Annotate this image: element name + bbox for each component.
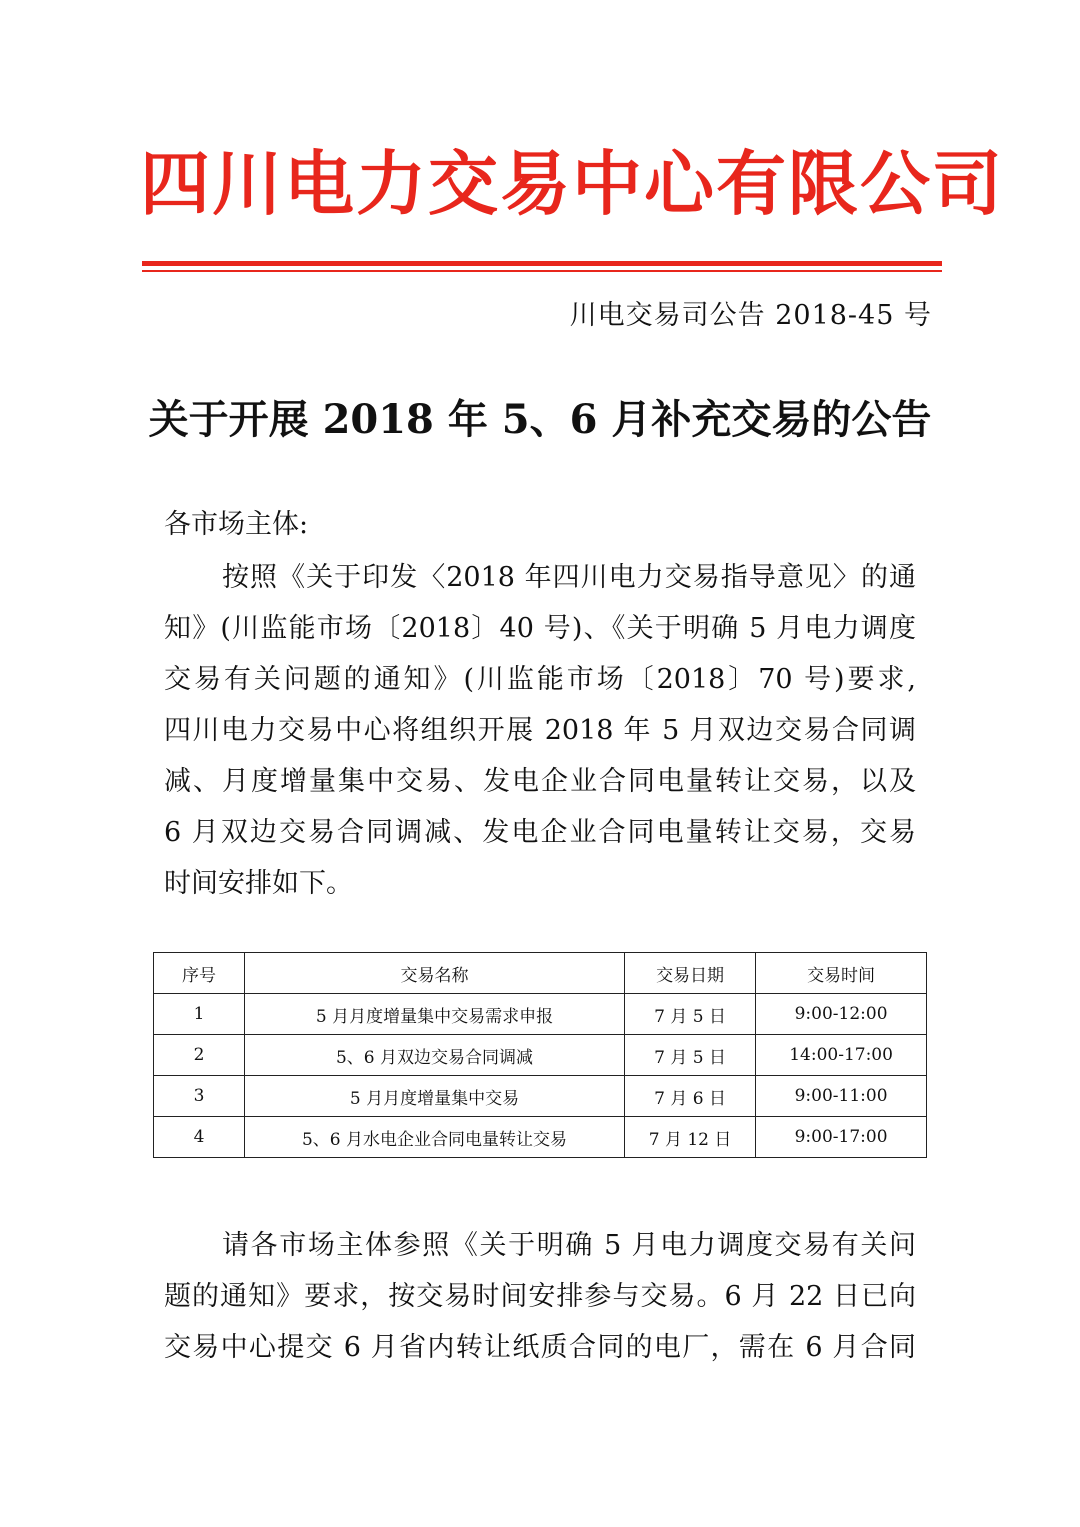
header-rule-thin: [142, 270, 942, 272]
paragraph1-line: 按照《关于印发〈2018 年四川电力交易指导意见〉的通: [222, 562, 916, 593]
cell-number: 3: [154, 1076, 245, 1117]
header-cell-date: 交易日期: [624, 953, 755, 994]
table-header-row: [154, 953, 927, 994]
header-cell-number: 序号: [154, 953, 245, 994]
cell-time: 9:00-17:00: [756, 1117, 927, 1158]
cell-number: 2: [154, 1035, 245, 1076]
company-masthead: 四川电力交易中心有限公司: [140, 143, 1004, 225]
table-row: [154, 1076, 927, 1117]
cell-date: 7 月 6 日: [624, 1076, 755, 1117]
salutation: 各市场主体:: [164, 509, 309, 540]
paragraph1-line: 减、月度增量集中交易、发电企业合同电量转让交易，以及: [164, 766, 916, 797]
paragraph1-line: 知》(川监能市场〔2018〕40 号)、《关于明确 5 月电力调度: [164, 613, 916, 644]
cell-number: 4: [154, 1117, 245, 1158]
cell-date: 7 月 5 日: [624, 994, 755, 1035]
cell-time: 9:00-11:00: [756, 1076, 927, 1117]
paragraph2-line: 题的通知》要求，按交易时间安排参与交易。6 月 22 日已向: [164, 1281, 916, 1312]
paragraph1-line: 6 月双边交易合同调减、发电企业合同电量转让交易，交易: [164, 817, 916, 848]
table-row: [154, 1035, 927, 1076]
paragraph1-line: 时间安排如下。: [164, 868, 353, 899]
cell-number: 1: [154, 994, 245, 1035]
table-row: [154, 994, 927, 1035]
header-cell-time: 交易时间: [756, 953, 927, 994]
header-cell-name: 交易名称: [245, 953, 625, 994]
header-rule-thick: [142, 261, 942, 266]
cell-date: 7 月 12 日: [624, 1117, 755, 1158]
cell-name: 5、6 月双边交易合同调减: [245, 1035, 625, 1076]
table-row: [154, 1117, 927, 1158]
cell-time: 14:00-17:00: [756, 1035, 927, 1076]
cell-name: 5 月月度增量集中交易需求申报: [245, 994, 625, 1035]
paragraph1-line: 四川电力交易中心将组织开展 2018 年 5 月双边交易合同调: [164, 715, 916, 746]
paragraph2-line: 请各市场主体参照《关于明确 5 月电力调度交易有关问: [222, 1230, 916, 1261]
cell-time: 9:00-12:00: [756, 994, 927, 1035]
paragraph1-line: 交易有关问题的通知》(川监能市场〔2018〕70 号)要求,: [164, 664, 916, 695]
document-number: 川电交易司公告 2018-45 号: [569, 300, 932, 331]
cell-name: 5 月月度增量集中交易: [245, 1076, 625, 1117]
cell-date: 7 月 5 日: [624, 1035, 755, 1076]
notice-title: 关于开展 2018 年 5、6 月补充交易的公告: [148, 396, 932, 443]
schedule-table: [153, 952, 927, 1158]
paragraph2-line: 交易中心提交 6 月省内转让纸质合同的电厂，需在 6 月合同: [164, 1332, 916, 1363]
cell-name: 5、6 月水电企业合同电量转让交易: [245, 1117, 625, 1158]
